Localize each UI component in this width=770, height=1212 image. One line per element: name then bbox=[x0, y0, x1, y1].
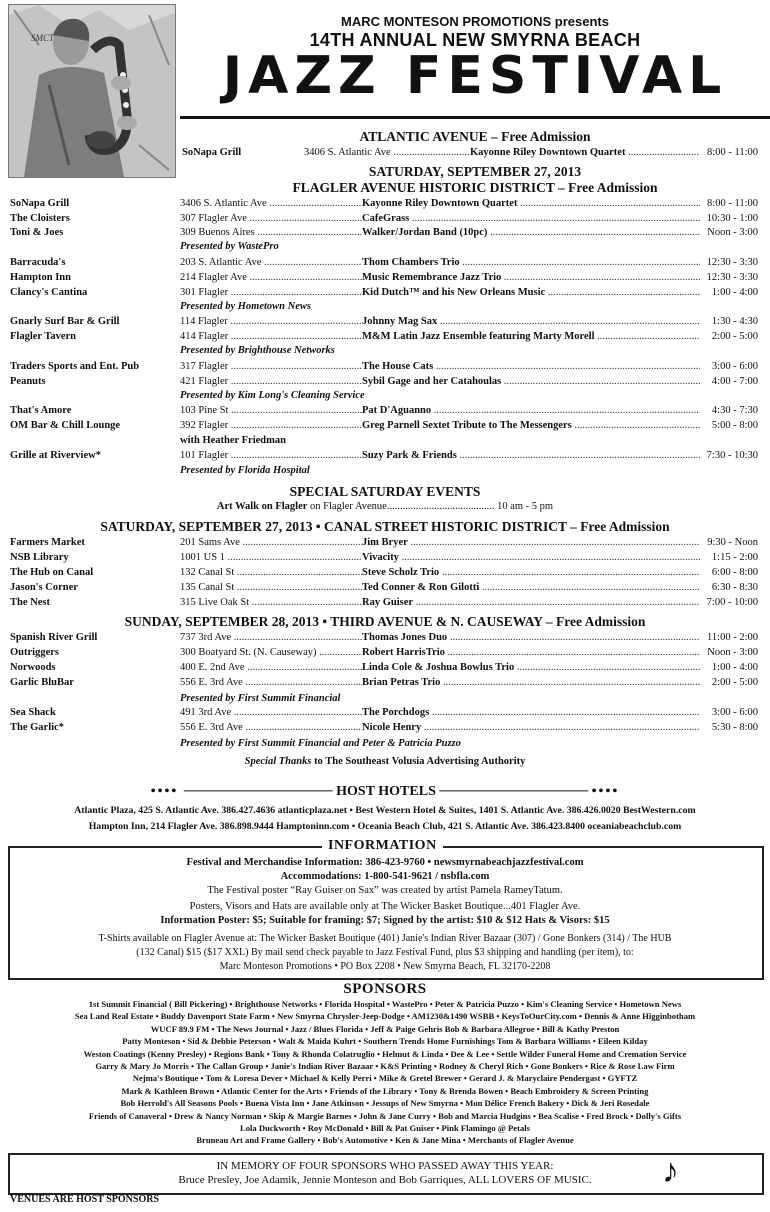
performer: Linda Cole & Joshua Bowlus Trio ..... bbox=[362, 661, 710, 675]
info-line-1: Festival and Merchandise Information: 386-423-9760 • newsmyrnabeachjazzfestival.com bbox=[186, 857, 584, 868]
venue: The Hub on Canal bbox=[10, 567, 94, 578]
info-line-8: Marc Monteson Promotions • PO Box 2208 • New Smyrna Beach, FL 32170-2208 bbox=[219, 961, 551, 972]
address: 392 Flagler ..... bbox=[180, 419, 362, 433]
address: 307 Flagler Ave ..... bbox=[180, 212, 362, 226]
venue: Spanish River Grill bbox=[10, 632, 98, 643]
festival-title: JAZZ FESTIVAL bbox=[222, 46, 728, 106]
venue: Peanuts bbox=[10, 376, 46, 387]
info-line-7: (132 Canal) $15 ($17 XXL) By mail send check payable to Jazz Festival Fund, plus $3 shipping and handling (per item), to: bbox=[136, 947, 634, 958]
venue: The Cloisters bbox=[10, 213, 70, 224]
atlantic-heading: ATLANTIC AVENUE – Free Admission bbox=[359, 129, 591, 144]
sunday-row bbox=[10, 661, 758, 675]
time: 12:30 - 3:30 bbox=[700, 271, 758, 285]
address: 132 Canal St ..... bbox=[180, 566, 362, 580]
special-heading: SPECIAL SATURDAY EVENTS bbox=[289, 484, 481, 499]
time: 7:30 - 10:30 bbox=[700, 449, 758, 463]
info-line-5: Information Poster: $5; Suitable for framing: $7; Signed by the artist: $10 & $12 Hats & Visors: $15 bbox=[160, 915, 610, 926]
presented-hometown: Presented by Hometown News bbox=[180, 301, 311, 312]
address: 421 Flagler ..... bbox=[180, 375, 362, 389]
performer: Ted Conner & Ron Gilotti ..... bbox=[362, 581, 710, 595]
sponsor-line: Garry & Mary Jo Morris • The Callan Group • Janie's Indian River Bazaar • K&S Printing • Rodney & Cheryl Rich • Gone Bonkers • Rice & Rose Law Firm bbox=[95, 1061, 675, 1071]
address: 317 Flagler ..... bbox=[180, 360, 362, 374]
hotels-line-1: Atlantic Plaza, 425 S. Atlantic Ave. 386.427.4636 atlanticplaza.net • Best Western Hotel & Suites, 1401 S. Atlantic Ave. 386.426.0020 BestWestern.com bbox=[74, 805, 696, 816]
performer: The Porchdogs ..... bbox=[362, 706, 710, 720]
performer: Ray Guiser ..... bbox=[362, 596, 710, 610]
flagler-row bbox=[10, 375, 758, 389]
sponsor-line: Bob Herrold's All Seasons Pools • Buena Vista Inn • Jane Atkinson • Jessups of New Smyrna • Mon Délice French Bakery • Dick & Jeri Rosedale bbox=[120, 1098, 650, 1109]
address: 1001 US 1 ..... bbox=[180, 551, 362, 565]
art-walk-time: 10 am - 5 pm bbox=[497, 501, 554, 512]
address: 3406 S. Atlantic Ave ..... bbox=[180, 197, 362, 211]
art-walk-line: Art Walk on Flagler on Flagler Avenue......................................... 10 am - 5 pm bbox=[216, 501, 554, 512]
address: 309 Buenos Aires ..... bbox=[180, 226, 362, 240]
venue: NSB Library bbox=[10, 552, 69, 563]
flagler-row bbox=[10, 271, 758, 285]
sponsor-line: Patty Monteson • Sid & Debbie Peterson • Walt & Maida Kuhrt • Southern Trends Home Furnishings Tom & Barbara Williams • Eileen Kilday bbox=[122, 1036, 648, 1047]
venue: Gnarly Surf Bar & Grill bbox=[10, 316, 120, 327]
performer: Kid Dutch™ and his New Orleans Music ..... bbox=[362, 286, 710, 300]
time: 5:30 - 8:00 bbox=[700, 721, 758, 735]
header-rule bbox=[180, 116, 770, 119]
venue: Flagler Tavern bbox=[10, 331, 77, 342]
presented-kimlong: Presented by Kim Long's Cleaning Service bbox=[180, 390, 365, 401]
performer: Suzy Park & Friends ..... bbox=[362, 449, 710, 463]
flagler-row bbox=[10, 212, 758, 226]
venue: SoNapa Grill bbox=[10, 198, 70, 209]
artist-signature: SMCT bbox=[31, 33, 55, 43]
annual-line: 14TH ANNUAL NEW SMYRNA BEACH bbox=[309, 30, 641, 50]
info-line-4: Posters, Visors and Hats are available only at The Wicker Basket Boutique...401 Flagler Ave. bbox=[189, 901, 581, 912]
venue: SoNapa Grill bbox=[182, 147, 242, 158]
info-line-6: T-Shirts available on Flagler Avenue at: The Wicker Basket Boutique (401) Janie's Indian River Bazaar (307) / Gone Bonkers (314) / The HUB bbox=[98, 933, 672, 944]
sponsor-line: Friends of Canaveral • Drew & Nancy Norman • Skip & Margie Barnes • John & Jane Curry • Bob and Marcia Hudgins • Bea Scalise • Fred Brock • Dolly's Gifts bbox=[88, 1110, 682, 1121]
venue: Garlic BluBar bbox=[10, 677, 74, 688]
time: 2:00 - 5:00 bbox=[700, 330, 758, 344]
address: 3406 S. Atlantic Ave ..... bbox=[304, 146, 470, 160]
time: 6:30 - 8:30 bbox=[700, 581, 758, 595]
time: 2:00 - 5:00 bbox=[700, 676, 758, 690]
performer: Music Remembrance Jazz Trio ..... bbox=[362, 271, 710, 285]
address: 201 Sams Ave ..... bbox=[180, 536, 362, 550]
performer: Thom Chambers Trio ..... bbox=[362, 256, 710, 270]
sunday-row bbox=[10, 631, 758, 645]
performer: Nicole Henry ..... bbox=[362, 721, 710, 735]
flagler-row bbox=[10, 315, 758, 329]
address: 556 E. 3rd Ave ..... bbox=[180, 721, 362, 735]
performer: M&M Latin Jazz Ensemble featuring Marty Morell ..... bbox=[362, 330, 710, 344]
address: 135 Canal St ..... bbox=[180, 581, 362, 595]
flagler-row bbox=[10, 256, 758, 270]
presented-florida-hospital: Presented by Florida Hospital bbox=[180, 465, 310, 476]
time: Noon - 3:00 bbox=[700, 646, 758, 660]
flagler-row bbox=[10, 226, 758, 240]
time: 1:00 - 4:00 bbox=[700, 286, 758, 300]
flagler-row bbox=[10, 449, 758, 463]
time: 3:00 - 6:00 bbox=[700, 706, 758, 720]
flagler-row bbox=[10, 404, 758, 418]
performer: CafeGrass ..... bbox=[362, 212, 710, 226]
venue: Hampton Inn bbox=[10, 272, 71, 283]
venue: OM Bar & Chill Lounge bbox=[10, 420, 121, 431]
address: 315 Live Oak St ..... bbox=[180, 596, 362, 610]
sponsor-line: 1st Summit Financial ( Bill Pickering) • Brighthouse Networks • Florida Hospital • WastePro • Peter & Patricia Puzzo • Kim's Cleaning Service • Hometown News bbox=[88, 999, 682, 1009]
memory-line-1: IN MEMORY OF FOUR SPONSORS WHO PASSED AWAY THIS YEAR: bbox=[216, 1160, 554, 1172]
information-heading: INFORMATION bbox=[322, 838, 443, 854]
sunday-row bbox=[10, 721, 758, 735]
address: 101 Flagler ..... bbox=[180, 449, 362, 463]
presented-first-summit: Presented by First Summit Financial bbox=[180, 693, 341, 704]
sponsor-line: Lola Duckworth • Roy McDonald • Bill & Pat Guiser • Pink Flamingo @ Petals bbox=[240, 1123, 530, 1133]
time: 1:15 - 2:00 bbox=[700, 551, 758, 565]
presented-brighthouse: Presented by Brighthouse Networks bbox=[180, 345, 335, 356]
poster-header bbox=[0, 0, 770, 124]
venue: Outriggers bbox=[10, 647, 59, 658]
time: 6:00 - 8:00 bbox=[700, 566, 758, 580]
thanks-text: to The Southeast Volusia Advertising Authority bbox=[311, 756, 526, 767]
address: 203 S. Atlantic Ave ..... bbox=[180, 256, 362, 270]
time: 1:30 - 4:30 bbox=[700, 315, 758, 329]
address: 400 E. 2nd Ave ..... bbox=[180, 661, 362, 675]
with-heather: with Heather Friedman bbox=[180, 435, 286, 446]
venue: Toni & Joes bbox=[10, 227, 64, 238]
sponsor-line: WUCF 89.9 FM • The News Journal • Jazz / Blues Florida • Jeff & Paige Gehris Bob & Barbara Allegroe • Bill & Kathy Preston bbox=[150, 1023, 620, 1034]
canal-row bbox=[10, 536, 758, 550]
performer: Brian Petras Trio ..... bbox=[362, 676, 710, 690]
time: 3:00 - 6:00 bbox=[700, 360, 758, 374]
venue: The Nest bbox=[10, 597, 50, 608]
sponsor-line: Sea Land Real Estate • Buddy Davenport State Farm • New Smyrna Chrysler-Jeep-Dodge • AM1230&1490 WSBB • KeysToOurCity.com • Dennis & Anne Higginbotham bbox=[74, 1011, 696, 1022]
venue: That's Amore bbox=[10, 405, 72, 416]
address: 301 Flagler ..... bbox=[180, 286, 362, 300]
venue: Jason's Corner bbox=[10, 582, 78, 593]
performer: Steve Scholz Trio ..... bbox=[362, 566, 710, 580]
venue: Sea Shack bbox=[10, 707, 56, 718]
sponsor-line: Mark & Kathleen Brown • Atlantic Center for the Arts • Friends of the Library • Tony & Brenda Bowen • Beach Embroidery & Screen Printing bbox=[121, 1085, 649, 1096]
performer: Jim Bryer ..... bbox=[362, 536, 710, 550]
flagler-date: SATURDAY, SEPTEMBER 27, 2013 bbox=[368, 164, 582, 179]
performer: Johnny Mag Sax ..... bbox=[362, 315, 710, 329]
canal-row bbox=[10, 581, 758, 595]
performer: Kayonne Riley Downtown Quartet ..... bbox=[470, 146, 700, 160]
address: 214 Flagler Ave ..... bbox=[180, 271, 362, 285]
sunday-row bbox=[10, 646, 758, 660]
presented-wastepro: Presented by WastePro bbox=[180, 241, 279, 252]
info-line-3: The Festival poster “Ray Guiser on Sax” was created by artist Pamela RameyTatum. bbox=[207, 885, 563, 896]
sponsor-line: Bruneau Art and Frame Gallery • Bob's Automotive • Ken & Jane Mina • Merchants of Flagler Avenue bbox=[196, 1135, 574, 1146]
sunday-row bbox=[10, 706, 758, 720]
performer: Pat D'Aguanno ..... bbox=[362, 404, 710, 418]
venue: The Garlic* bbox=[10, 722, 64, 733]
time: 4:30 - 7:30 bbox=[700, 404, 758, 418]
sponsor-line: Nejma's Boutique • Tom & Loresa Dever • Michael & Kelly Perri • Mike & Gretel Brewer • Gerard J. & Maryclaire Pendergast • GYFTZ bbox=[132, 1073, 638, 1084]
address: 414 Flagler ..... bbox=[180, 330, 362, 344]
performer: Walker/Jordan Band (10pc) ..... bbox=[362, 226, 710, 240]
venue: Clancy's Cantina bbox=[10, 287, 88, 298]
hotels-line-2: Hampton Inn, 214 Flagler Ave. 386.898.9444 Hamptoninn.com • Oceania Beach Club, 421 S. Atlantic Ave. 386.423.8400 oceaniabeachclub.com bbox=[88, 821, 682, 832]
footer-note: VENUES ARE HOST SPONSORS bbox=[10, 1194, 160, 1205]
flagler-row bbox=[10, 286, 758, 300]
special-thanks bbox=[0, 755, 770, 768]
flagler-row bbox=[10, 419, 758, 433]
venue: Barracuda's bbox=[10, 257, 66, 268]
canal-row bbox=[10, 566, 758, 580]
performer: Vivacity ..... bbox=[362, 551, 710, 565]
time: 7:00 - 10:00 bbox=[700, 596, 758, 610]
flagler-row bbox=[10, 197, 758, 211]
venue: Norwoods bbox=[10, 662, 56, 673]
sunday-heading: SUNDAY, SEPTEMBER 28, 2013 • THIRD AVENUE & N. CAUSEWAY – Free Admission bbox=[124, 614, 646, 629]
atlantic-row bbox=[182, 146, 758, 160]
time: 12:30 - 3:30 bbox=[700, 256, 758, 270]
venue: Farmers Market bbox=[10, 537, 85, 548]
art-walk-place: on Flagler Avenue bbox=[310, 501, 387, 512]
flagler-row bbox=[10, 360, 758, 374]
host-hotels-heading: •••• ─────────────── HOST HOTELS ─────────────── •••• bbox=[150, 784, 620, 799]
flagler-row bbox=[10, 330, 758, 344]
time: 10:30 - 1:00 bbox=[700, 212, 758, 226]
art-walk-title: Art Walk on Flagler bbox=[216, 501, 308, 512]
address: 737 3rd Ave ..... bbox=[180, 631, 362, 645]
performer: Greg Parnell Sextet Tribute to The Messengers ..... bbox=[362, 419, 710, 433]
sponsors-heading: SPONSORS bbox=[343, 981, 427, 997]
time: 5:00 - 8:00 bbox=[700, 419, 758, 433]
address: 300 Boatyard St. (N. Causeway) ..... bbox=[180, 646, 362, 660]
address: 556 E. 3rd Ave ..... bbox=[180, 676, 362, 690]
memory-line-2: Bruce Presley, Joe Adamik, Jennie Monteson and Bob Garriques, ALL LOVERS OF MUSIC. bbox=[178, 1174, 592, 1186]
performer: Robert HarrisTrio ..... bbox=[362, 646, 710, 660]
venue: Traders Sports and Ent. Pub bbox=[10, 361, 140, 372]
time: 8:00 - 11:00 bbox=[700, 197, 758, 211]
flagler-heading: FLAGLER AVENUE HISTORIC DISTRICT – Free Admission bbox=[292, 180, 658, 195]
performer: Thomas Jones Duo ..... bbox=[362, 631, 710, 645]
time: 11:00 - 2:00 bbox=[700, 631, 758, 645]
host-hotels-title: HOST HOTELS bbox=[336, 784, 436, 799]
time: 8:00 - 11:00 bbox=[700, 146, 758, 160]
time: 1:00 - 4:00 bbox=[700, 661, 758, 675]
presented-first-summit-puzzo: Presented by First Summit Financial and Peter & Patricia Puzzo bbox=[180, 738, 461, 749]
time: 4:00 - 7:00 bbox=[700, 375, 758, 389]
address: 114 Flagler ..... bbox=[180, 315, 362, 329]
venue: Grille at Riverview* bbox=[10, 450, 101, 461]
performer: The House Cats ..... bbox=[362, 360, 710, 374]
sponsor-line: Weston Coatings (Kenny Presley) • Regions Bank • Tony & Rhonda Colatruglio • Helmut & Linda • Dee & Lee • Settle Wilder Funeral Home and Cremation Service bbox=[83, 1048, 687, 1059]
canal-heading: SATURDAY, SEPTEMBER 27, 2013 • CANAL STREET HISTORIC DISTRICT – Free Admission bbox=[100, 519, 670, 534]
canal-row bbox=[10, 551, 758, 565]
canal-row bbox=[10, 596, 758, 610]
saxophonist-illustration bbox=[8, 4, 176, 178]
address: 491 3rd Ave ..... bbox=[180, 706, 362, 720]
presenter-line: MARC MONTESON PROMOTIONS presents bbox=[341, 14, 609, 29]
performer: Kayonne Riley Downtown Quartet ..... bbox=[362, 197, 710, 211]
info-line-2: Accommodations: 1-800-541-9621 / nsbfla.com bbox=[280, 871, 490, 882]
music-note-icon: ♪ bbox=[662, 1153, 679, 1190]
sunday-row bbox=[10, 676, 758, 690]
time: Noon - 3:00 bbox=[700, 226, 758, 240]
address: 103 Pine St ..... bbox=[180, 404, 362, 418]
thanks-label: Special Thanks bbox=[244, 756, 312, 767]
time: 9:30 - Noon bbox=[700, 536, 758, 550]
performer: Sybil Gage and her Catahoulas ..... bbox=[362, 375, 710, 389]
